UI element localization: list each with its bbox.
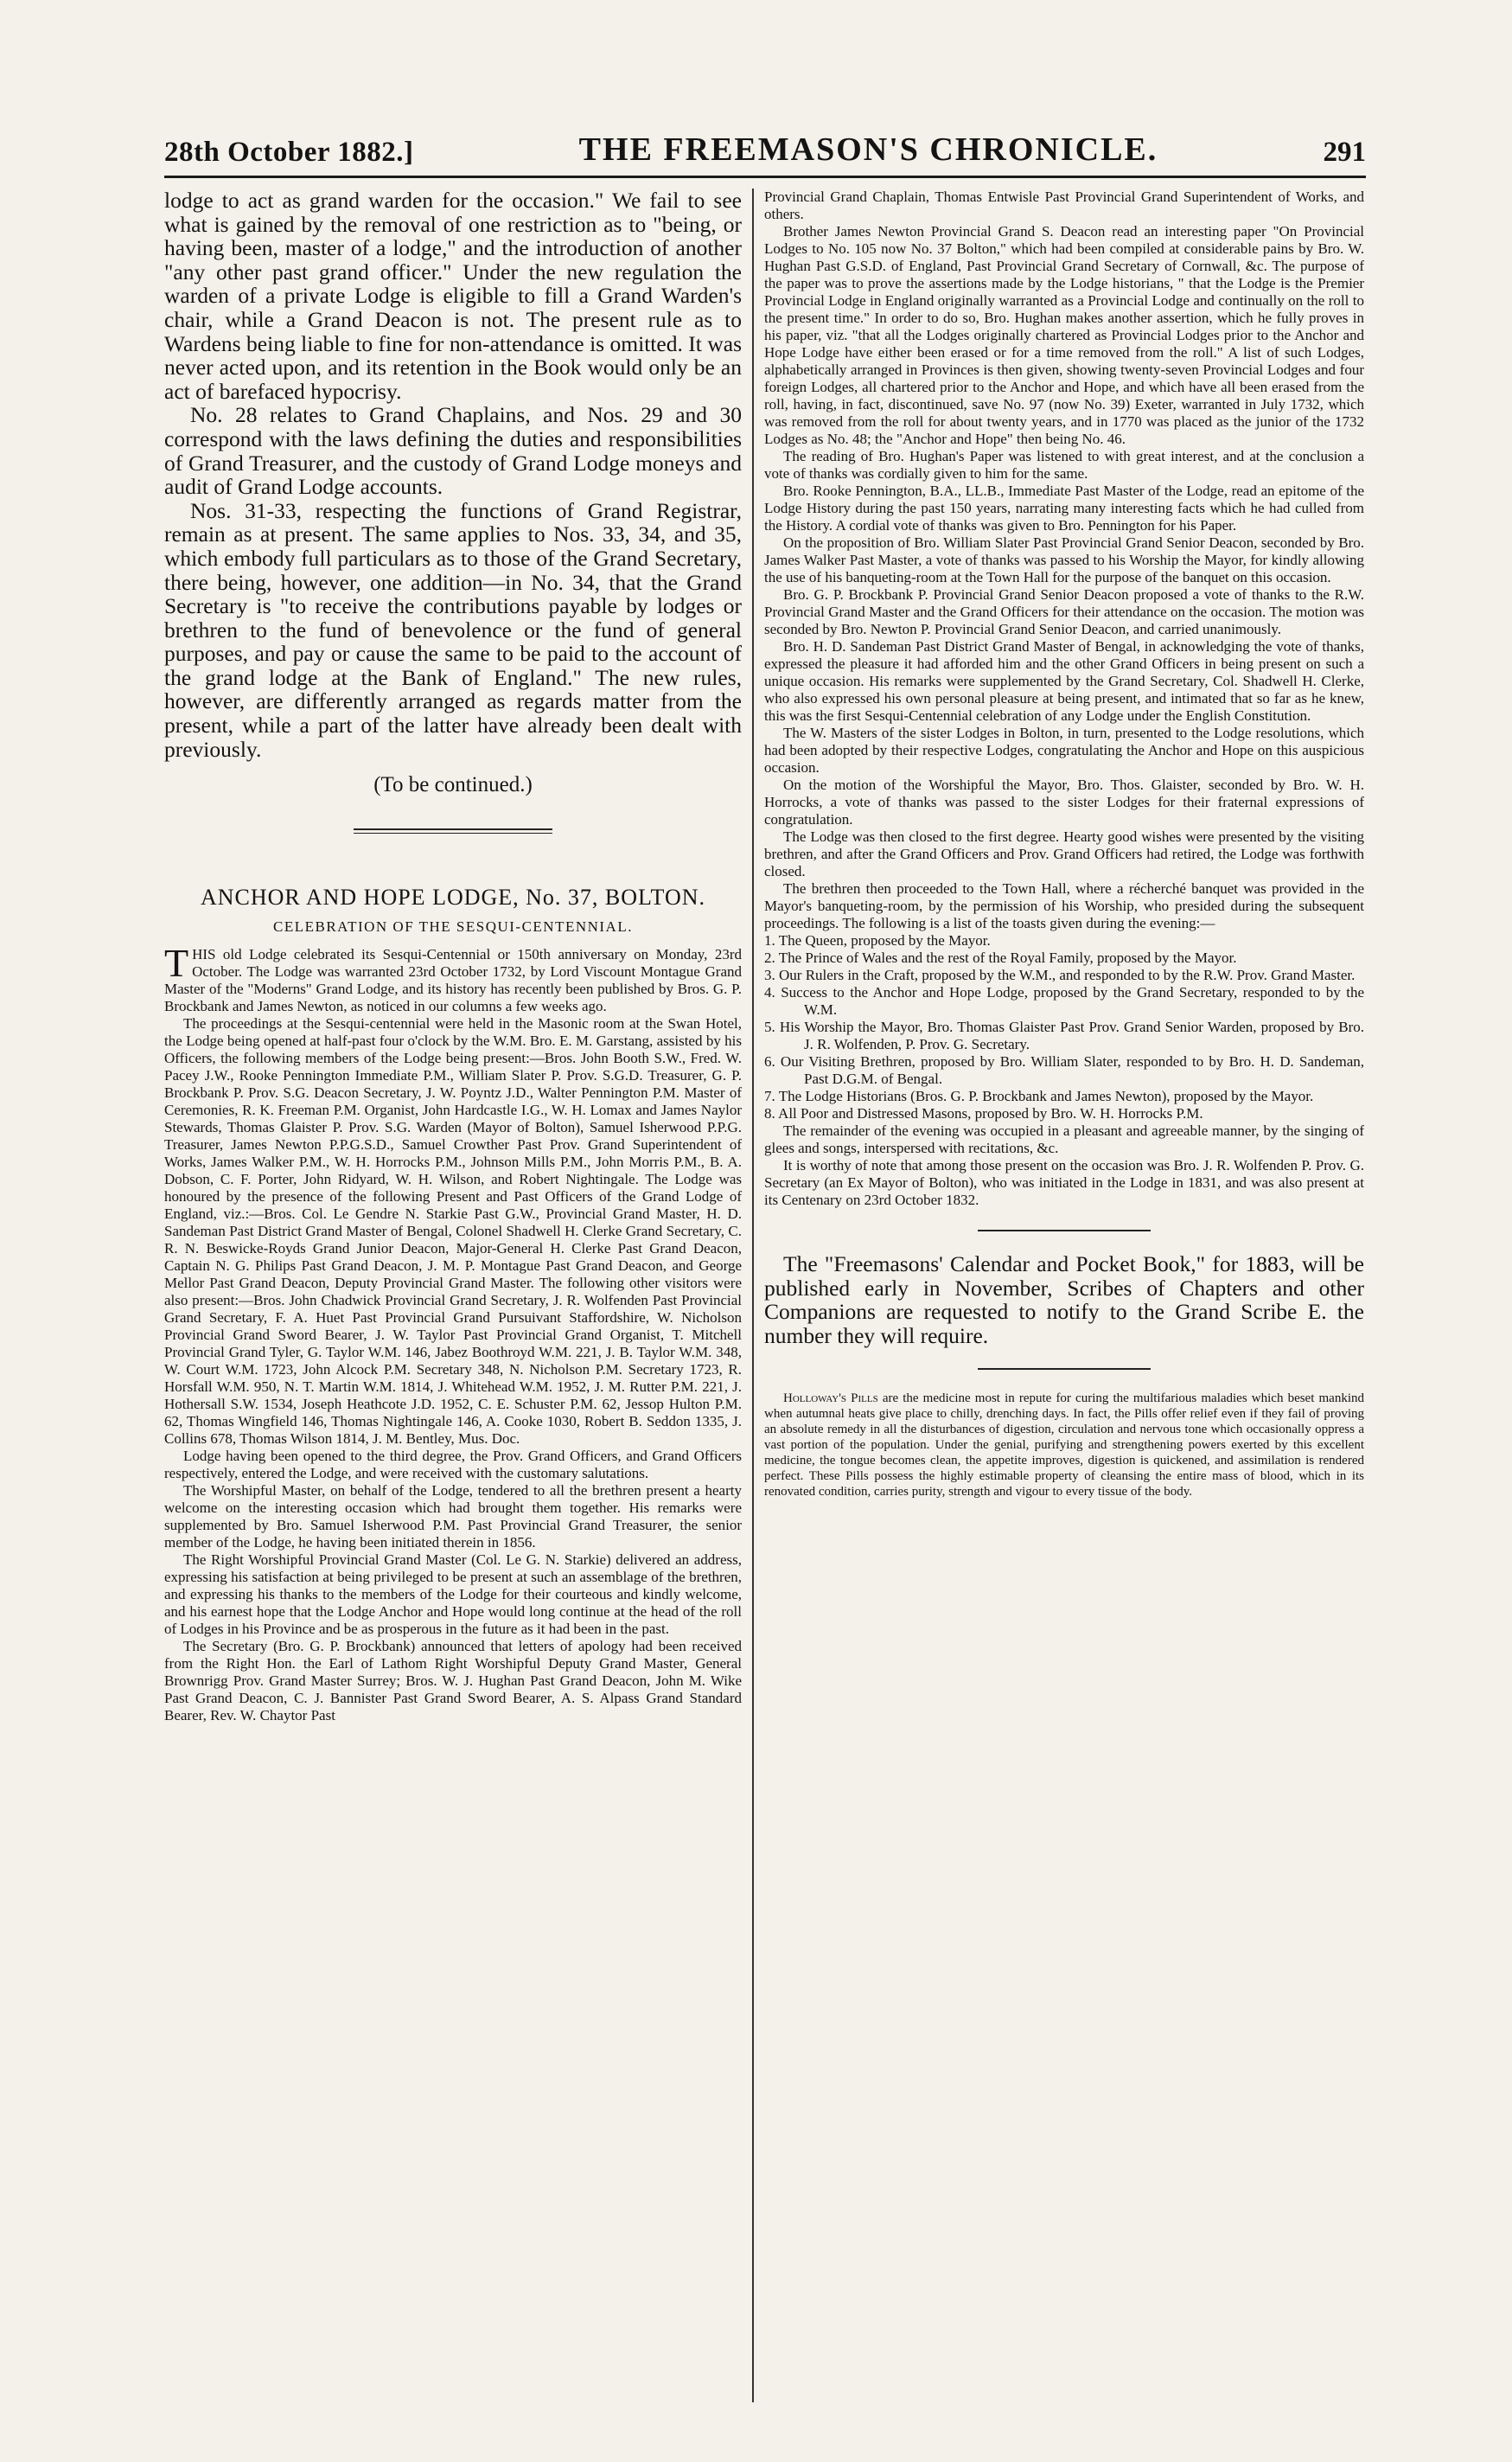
- lead-text: HIS old Lodge celebrated its Sesqui-Centennial or 150th anniversary on Monday, 23rd October. The Lodge was warranted 23rd October 1732, by Lord Viscount Montague Grand Master of the "Moderns" Grand Lodge, and its history has recently been published by Bros. G. P. Brockbank and James Newton, as noticed in our columns a few weeks ago.: [164, 946, 742, 1015]
- article-paragraph: The Worshipful Master, on behalf of the Lodge, tendered to all the brethren present a hearty welcome on the interesting occasion which had brought them together. His remarks were supplemented by Bro. Samuel Isherwood P.M. Past Provincial Grand Treasurer, the senior member of the Lodge, he having been initiated therein in 1856.: [164, 1482, 742, 1551]
- toast-item: 1. The Queen, proposed by the Mayor.: [764, 932, 991, 949]
- page-header: [164, 130, 1366, 178]
- continued-article: [164, 189, 742, 761]
- article-paragraph: On the proposition of Bro. William Slater Past Provincial Grand Senior Deacon, seconded by Bro. James Walker Past Master, a vote of thanks was passed to his Worship the Mayor, for kindly allowing the use of his banqueting-room at the Town Hall for the purpose of the banquet on this occasion.: [764, 534, 1364, 585]
- publication-title: THE FREEMASON'S CHRONICLE.: [578, 131, 1158, 168]
- toast-item: 8. All Poor and Distressed Masons, proposed by Bro. W. H. Horrocks P.M.: [764, 1105, 1203, 1122]
- issue-date: 28th October 1882.]: [164, 137, 414, 168]
- section-divider: [978, 1368, 1151, 1370]
- article-paragraph: The Secretary (Bro. G. P. Brockbank) announced that letters of apology had been received from the Right Hon. the Earl of Lathom Right Worshipful Deputy Grand Master, General Brownrigg Prov. Grand Master Surrey; Bros. W. J. Hughan Past Grand Deacon, John M. Wike Past Grand Deacon, C. J. Bannister Past Grand Sword Bearer, A. S. Alpass Grand Standard Bearer, Rev. W. Chaytor Past: [164, 1638, 742, 1724]
- article-paragraph: The remainder of the evening was occupied in a pleasant and agreeable manner, by the singing of glees and songs, interspersed with recitations, &c.: [764, 1122, 1364, 1156]
- article-paragraph: Brother James Newton Provincial Grand S. Deacon read an interesting paper "On Provincial Lodges to No. 105 now No. 37 Bolton," which had been compiled at considerable pains by Bro. W. Hughan Past G.S.D. of England, Past Provincial Grand Secretary of Cornwall, &c. The purpose of the paper was to prove the assertions made by the Lodge historians, " that the Lodge is the Premier Provincial Lodge in England originally warranted as a Provincial Lodge and continually on the roll to the present time." In order to do so, Bro. Hughan makes another assertion, which he fully proves in his paper, viz. "that all the Lodges originally chartered as Provincial Lodges prior to the Anchor and Hope Lodge have either been erased or for a time removed from the roll." A list of such Lodges, alphabetically arranged in Provinces is then given, showing twenty-seven Provincial Lodges and four foreign Lodges, all chartered prior to the Anchor and Hope, and which have all been erased from the roll, having, in fact, discontinued, save No. 97 (now No. 39) Exeter, warranted in July 1732, which was removed from the roll for about twenty years, and in 1770 was placed as the junior of the 1732 Lodges as No. 48; the "Anchor and Hope" then being No. 46.: [764, 223, 1364, 447]
- calendar-notice: The "Freemasons' Calendar and Pocket Book," for 1883, will be published early in November, Scribes of Chapters and other Companions are requested to notify to the Grand Scribe E. the number they will require.: [764, 1251, 1364, 1348]
- article-paragraph: Bro. G. P. Brockbank P. Provincial Grand Senior Deacon proposed a vote of thanks to the R.W. Provincial Grand Master and the Grand Officers for their attendance on the occasion. The motion was seconded by Bro. Newton P. Provincial Grand Senior Deacon, and carried unanimously.: [764, 586, 1364, 637]
- right-column: [754, 189, 1364, 2402]
- columns: [164, 189, 1366, 2402]
- article-paragraph: The brethren then proceeded to the Town Hall, where a récherché banquet was provided in the Mayor's banqueting-room, by the permission of his Worship, who presided during the subsequent proceedings. The following is a list of the toasts given during the evening:—: [764, 880, 1364, 931]
- toast-item: 4. Success to the Anchor and Hope Lodge, proposed by the Grand Secretary, responded to by the W.M.: [764, 984, 1364, 1018]
- toast-item: 7. The Lodge Historians (Bros. G. P. Brockbank and James Newton), proposed by the Mayor.: [764, 1088, 1314, 1104]
- continued-note: (To be continued.): [373, 773, 533, 797]
- page-number: 291: [1323, 137, 1366, 168]
- article-paragraph: It is worthy of note that among those present on the occasion was Bro. J. R. Wolfenden P. Prov. G. Secretary (an Ex Mayor of Bolton), who was initiated in the Lodge in 1831, and was also present at its Centenary on 23rd October 1832.: [764, 1157, 1364, 1208]
- article-paragraph: On the motion of the Worshipful the Mayor, Bro. Thos. Glaister, seconded by Bro. W. H. Horrocks, a vote of thanks was passed to the sister Lodges for their fraternal expressions of congratulation.: [764, 777, 1364, 828]
- article-paragraph: The reading of Bro. Hughan's Paper was listened to with great interest, and at the conclusion a vote of thanks was cordially given to him for the same.: [764, 448, 1364, 482]
- advert-lead: Holloway's Pills: [783, 1391, 878, 1406]
- article-paragraph: lodge to act as grand warden for the occasion." We fail to see what is gained by the removal of one restriction as to "being, or having been, master of a lodge," and the introduction of another "any other past grand officer." Under the new regulation the warden of a private Lodge is eligible to fill a Grand Warden's chair, while a Grand Deacon is not. The present rule as to Wardens being liable to fine for non-attendance is omitted. It was never acted upon, and its retention in the Book would only be an act of barefaced hypocrisy.: [164, 189, 742, 404]
- section-divider: [978, 1230, 1151, 1231]
- section-divider: [354, 828, 552, 834]
- article-paragraph: Nos. 31-33, respecting the functions of Grand Registrar, remain as at present. The same applies to Nos. 33, 34, and 35, which embody full particulars as to those of the Grand Secretary, there being, however, one addition—in No. 34, that the Grand Secretary is "to receive the contributions payable by lodges or brethren to the fund of benevolence or the fund of general purposes, and pay or cause the same to be paid to the account of the grand lodge at the Bank of England." The new rules, however, are differently arranged as regards matter from the present, while a part of the latter have already been dealt with previously.: [164, 497, 742, 762]
- left-column: [164, 189, 752, 2402]
- article-paragraph: The W. Masters of the sister Lodges in Bolton, in turn, presented to the Lodge resolutions, which had been adopted by their respective Lodges, congratulating the Anchor and Hope on this auspicious occasion.: [764, 725, 1364, 776]
- article-paragraph: The proceedings at the Sesqui-centennial were held in the Masonic room at the Swan Hotel, the Lodge being opened at half-past four o'clock by the W.M. Bro. E. M. Garstang, assisted by his Officers, the following members of the Lodge being present:—Bros. John Booth S.W., Fred. W. Pacey J.W., Rooke Pennington Immediate P.M., William Slater P. Prov. S.G.D. Treasurer, G. P. Brockbank P. Prov. S.G. Deacon Secretary, J. W. Poyntz J.D., Walter Pennington P.M. Master of Ceremonies, R. K. Freeman P.M. Organist, John Hardcastle I.G., W. H. Lomax and James Naylor Stewards, Thomas Glaister P. Prov. S.G. Warden (Mayor of Bolton), Samuel Isherwood P.P.G. Treasurer, James Newton P.P.G.S.D., Samuel Crowther Past Prov. Grand Superintendent of Works, James Walker P.M., W. H. Horrocks P.M., Johnson Mills P.M., John Morris P.M., B. A. Dobson, C. F. Porter, John Ridyard, W. H. Wilson, and Robert Nightingale. The Lodge was honoured by the presence of the following Present and Past Officers of the Grand Lodge of England, viz.:—Bros. Col. Le Gendre N. Starkie Past G.W., Provincial Grand Master, H. D. Sandeman Past District Grand Master of Bengal, Colonel Shadwell H. Clerke Grand Secretary, C. R. N. Beswicke-Royds Grand Junior Deacon, Major-General H. Clerke Past Grand Deacon, Captain N. G. Philips Past Grand Deacon, J. M. P. Montague Past Grand Deacon, and George Mellor Past Grand Deacon, Deputy Provincial Grand Master. The following other visitors were also present:—Bros. John Chadwick Provincial Grand Secretary, J. R. Wolfenden Past Provincial Grand Secretary, F. A. Huet Past Provincial Grand Pursuivant Staffordshire, W. Nicholson Provincial Grand Sword Bearer, J. W. Taylor Past Provincial Grand Organist, T. Mitchell Provincial Grand Tyler, G. Taylor W.M. 146, Jabez Boothroyd W.M. 221, J. B. Taylor W.M. 348, W. Court W.M. 1723, John Alcock P.M. Secretary 348, N. Nicholson P.M. Secretary 1723, R. Horsfall W.M. 950, N. T. Martin W.M. 1814, J. Whitehead W.M. 1952, J. M. Rutter P.M. 221, J. Hothersall S.W. 1534, Joseph Heathcote J.D. 1952, C. E. Schuster P.M. 62, Jessop Hulton P.M. 62, Thomas Wingfield 146, Thomas Nightingale 146, A. Cooke 1030, Robert B. Seddon 1335, J. Collins 678, Thomas Wilson 1814, J. M. Bentley, Mus. Doc.: [164, 1015, 742, 1448]
- article-paragraph: The Right Worshipful Provincial Grand Master (Col. Le G. N. Starkie) delivered an address, expressing his satisfaction at being privileged to be present at such an assemblage of the brethren, and expressing his thanks to the members of the Lodge for their courteous and kindly welcome, and his earnest hope that the Lodge Anchor and Hope would long continue at the head of the roll of Lodges in his Province and be as prosperous in the future as it had been in the past.: [164, 1551, 742, 1638]
- toast-item: 2. The Prince of Wales and the rest of the Royal Family, proposed by the Mayor.: [764, 950, 1237, 966]
- toast-item: 3. Our Rulers in the Craft, proposed by the W.M., and responded to by the R.W. Prov. Grand Master.: [764, 967, 1356, 983]
- article-lead-paragraph: [164, 941, 742, 1015]
- article-paragraph: Provincial Grand Chaplain, Thomas Entwisle Past Provincial Grand Superintendent of Works, and others.: [764, 189, 1364, 222]
- drop-cap: T: [164, 941, 189, 986]
- article-paragraph: Bro. Rooke Pennington, B.A., LL.B., Immediate Past Master of the Lodge, read an epitome of the Lodge History during the past 150 years, narrating many interesting facts which he had culled from the History. A cordial vote of thanks was given to Bro. Pennington for his Paper.: [764, 483, 1364, 534]
- article-paragraph: The Lodge was then closed to the first degree. Hearty good wishes were presented by the visiting brethren, and after the Grand Officers and Prov. Grand Officers had retired, the Lodge was forthwith closed.: [764, 828, 1364, 879]
- article-paragraph: Lodge having been opened to the third degree, the Prov. Grand Officers, and Grand Officers respectively, entered the Lodge, and were received with the customary salutations.: [164, 1448, 742, 1482]
- lodge-article: [164, 941, 742, 1724]
- article-paragraph: No. 28 relates to Grand Chaplains, and Nos. 29 and 30 correspond with the laws defining the duties and responsibilities of Grand Treasurer, and the custody of Grand Lodge moneys and audit of Grand Lodge accounts.: [164, 402, 742, 500]
- toast-item: 6. Our Visiting Brethren, proposed by Bro. William Slater, responded to by Bro. H. D. Sandeman, Past D.G.M. of Bengal.: [764, 1053, 1364, 1087]
- article-subheadline: CELEBRATION OF THE SESQUI-CENTENNIAL.: [273, 918, 633, 936]
- toast-list: [764, 932, 1364, 1122]
- advert-text: are the medicine most in repute for curing the multifarious maladies which beset mankind when autumnal heats give place to chilly, drenching days. In fact, the Pills offer relief even if they fail of proving an absolute remedy in all the disturbances of digestion, circulation and nervous tone which occasionally oppress a vast portion of the population. Under the genial, purifying and strengthening powers exerted by this excellent medicine, the tongue becomes clean, the appetite improves, digestion is quickened, and assimilation is rendered perfect. These Pills possess the highly estimable property of cleansing the entire mass of blood, which in its renovated condition, carries purity, strength and vigour to every tissue of the body.: [764, 1391, 1364, 1500]
- advertisement-holloways-pills: [764, 1391, 1364, 1500]
- toast-item: 5. His Worship the Mayor, Bro. Thomas Glaister Past Prov. Grand Senior Warden, proposed by Bro. J. R. Wolfenden, P. Prov. G. Secretary.: [764, 1019, 1364, 1052]
- newspaper-page: [164, 130, 1366, 2413]
- article-paragraph: Bro. H. D. Sandeman Past District Grand Master of Bengal, in acknowledging the vote of thanks, expressed the pleasure it had afforded him and the other Grand Officers in being present on such a unique occasion. His remarks were supplemented by the Grand Secretary, Col. Shadwell H. Clerke, who also expressed his own personal pleasure at being present, and intimated that so far as he knew, this was the first Sesqui-Centennial celebration of any Lodge under the English Constitution.: [764, 638, 1364, 724]
- article-headline: ANCHOR AND HOPE LODGE, No. 37, BOLTON.: [200, 885, 706, 911]
